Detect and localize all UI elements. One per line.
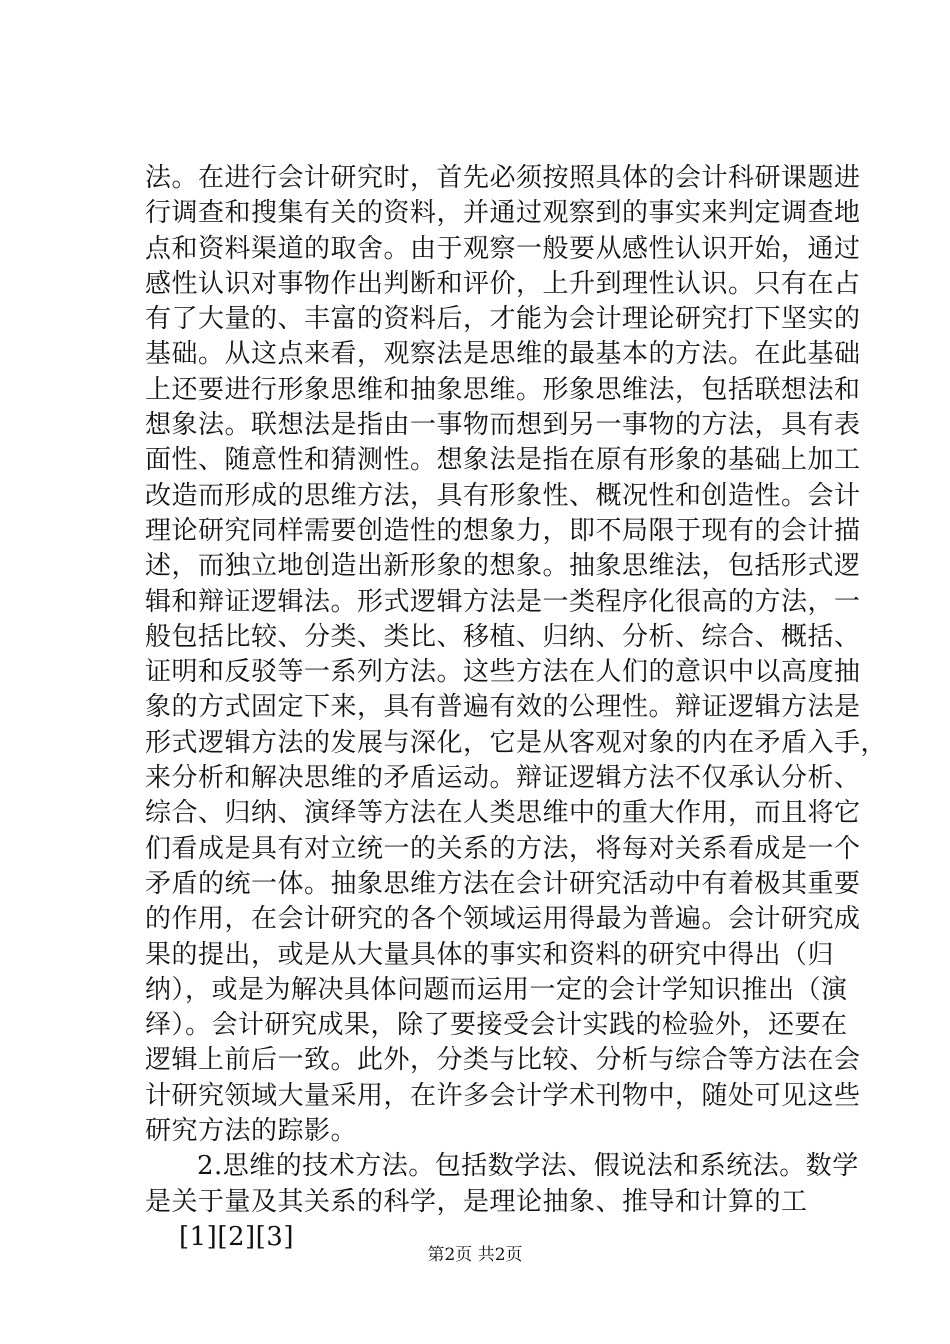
text-line: 是关于量及其关系的科学，是理论抽象、推导和计算的工 [145,1186,808,1217]
text-line: 形式逻辑方法的发展与深化，它是从客观对象的内在矛盾入手， [145,727,888,758]
text-line: 理论研究同样需要创造性的想象力，即不局限于现有的会计描 [145,515,861,546]
text-line: 矛盾的统一体。抽象思维方法在会计研究活动中有着极其重要 [145,868,861,899]
text-line: 面性、随意性和猜测性。想象法是指在原有形象的基础上加工 [145,445,861,476]
text-line: 逻辑上前后一致。此外，分类与比较、分析与综合等方法在会 [145,1045,861,1076]
text-line: 般包括比较、分类、类比、移植、归纳、分析、综合、概括、 [145,621,861,652]
text-line: 象的方式固定下来，具有普遍有效的公理性。辩证逻辑方法是 [145,692,861,723]
text-line: 们看成是具有对立统一的关系的方法，将每对关系看成是一个 [145,833,861,864]
text-line: 行调查和搜集有关的资料，并通过观察到的事实来判定调查地 [145,198,861,229]
text-line: 辑和辩证逻辑法。形式逻辑方法是一类程序化很高的方法，一 [145,586,861,617]
text-line: 来分析和解决思维的矛盾运动。辩证逻辑方法不仅承认分析、 [145,763,861,794]
text-line: 研究方法的踪影。 [145,1116,358,1147]
text-line: 计研究领域大量采用，在许多会计学术刊物中，随处可见这些 [145,1080,861,1111]
page-links[interactable]: [1][2][3] [179,1221,294,1252]
text-line: 想象法。联想法是指由一事物而想到另一事物的方法，具有表 [145,410,861,441]
text-line: 有了大量的、丰富的资料后，才能为会计理论研究打下坚实的 [145,304,861,335]
text-line: 法。在进行会计研究时，首先必须按照具体的会计科研课题进 [145,163,861,193]
text-line: 上还要进行形象思维和抽象思维。形象思维法，包括联想法和 [145,374,861,405]
text-line: 2.思维的技术方法。包括数学法、假说法和系统法。数学 [197,1151,859,1182]
text-line: 改造而形成的思维方法，具有形象性、概况性和创造性。会计 [145,480,861,511]
text-line: 基础。从这点来看，观察法是思维的最基本的方法。在此基础 [145,339,861,370]
text-line: 果的提出，或是从大量具体的事实和资料的研究中得出（归 [145,939,835,970]
text-line: 证明和反驳等一系列方法。这些方法在人们的意识中以高度抽 [145,657,861,688]
body-text [145,161,888,1255]
text-line: 点和资料渠道的取舍。由于观察一般要从感性认识开始，通过 [145,233,861,264]
page-indicator: 第2页 共2页 [427,1245,523,1265]
text-line: 绎）。会计研究成果，除了要接受会计实践的检验外，还要在 [145,1010,848,1041]
text-line: 感性认识对事物作出判断和评价，上升到理性认识。只有在占 [145,268,861,299]
text-line: 的作用，在会计研究的各个领域运用得最为普遍。会计研究成 [145,904,861,935]
text-line: 综合、归纳、演绎等方法在人类思维中的重大作用，而且将它 [145,798,861,829]
text-line: 纳），或是为解决具体问题而运用一定的会计学知识推出（演 [145,974,848,1005]
text-line: 述，而独立地创造出新形象的想象。抽象思维法，包括形式逻 [145,551,861,582]
